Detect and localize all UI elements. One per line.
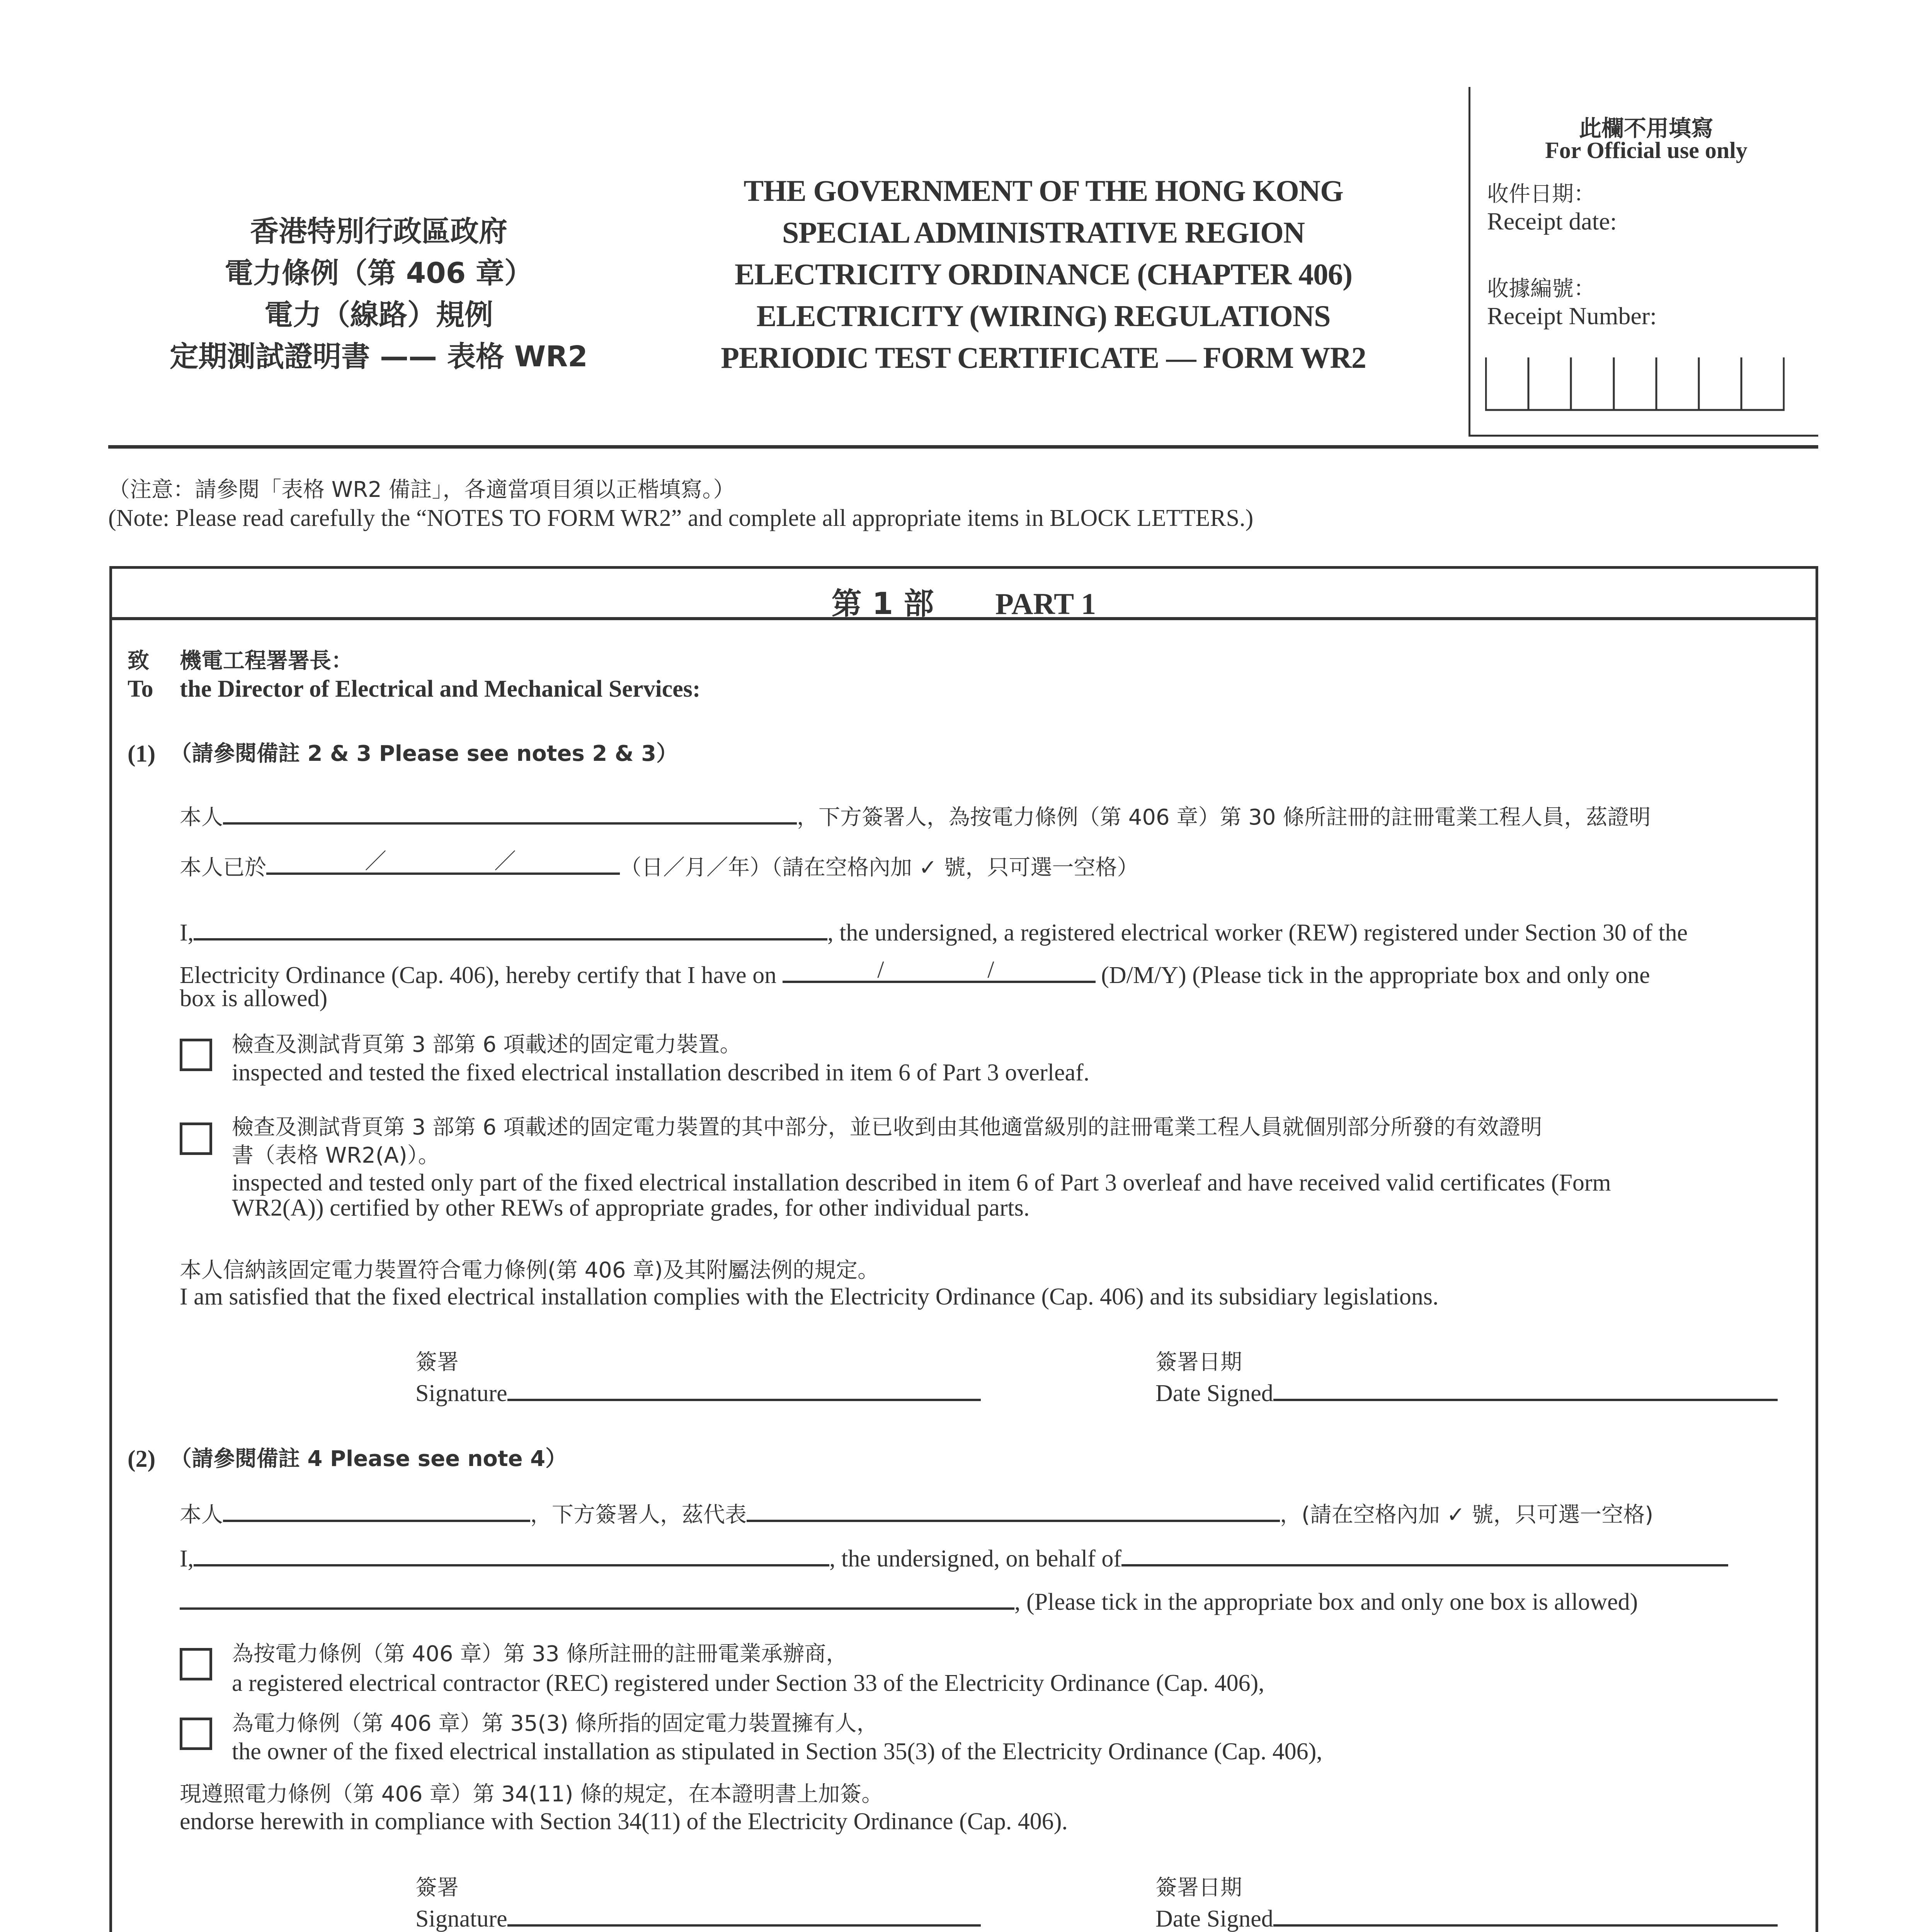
s1-en-line2-suffix: (D/M/Y) (Please tick in the appropriate box and only one [1101,962,1650,988]
s2-option1-checkbox[interactable] [180,1648,212,1680]
s1-zh-date-field[interactable] [266,850,620,875]
header-divider [108,445,1818,449]
s1-date-signed-field[interactable] [1273,1376,1778,1401]
header-zh-line-3: 電力（線路）規例 [264,298,493,332]
section1-ref: （請參閱備註 2 & 3 Please see notes 2 & 3） [170,741,678,766]
s2-zh-line1 [180,1497,1653,1529]
s1-zh-name-field[interactable] [223,800,797,825]
s1-option1-en: inspected and tested the fixed electrical installation described in item 6 of Part 3 overleaf. [232,1060,1090,1086]
s1-option1-zh: 檢查及測試背頁第 3 部第 6 項載述的固定電力裝置。 [232,1032,742,1057]
note-zh: （注意：請參閱「表格 WR2 備註」，各適當項目須以正楷填寫。） [108,477,735,502]
s1-signature-field[interactable] [507,1376,981,1401]
receipt-number-label-zh: 收據編號： [1487,276,1595,301]
s2-en-line1 [180,1542,1728,1573]
s1-option2-en1: inspected and tested only part of the fixed electrical installation described in item 6 of Part 3 overleaf and have received valid certificates (Form [232,1170,1611,1196]
s1-date-label-en: Date Signed [1155,1380,1273,1406]
s2-zh-line1-suffix: ，(請在空格內加 ✓ 號，只可選一空格) [1280,1502,1654,1527]
s2-signature-label-en: Signature [415,1906,507,1932]
s1-signature-label-en: Signature [415,1380,507,1406]
s1-option2-en2: WR2(A)) certified by other REWs of appropriate grades, for other individual parts. [232,1195,1030,1221]
to-prefix-zh: 致 [128,648,149,673]
part1-title [109,580,1818,623]
s1-option1-checkbox[interactable] [180,1039,212,1071]
s2-en-line1-mid: , the undersigned, on behalf of [829,1546,1121,1572]
header-en-line-5: PERIODIC TEST CERTIFICATE — FORM WR2 [721,341,1366,374]
s2-date-row [1155,1902,1778,1932]
s1-option2-zh2: 書（表格 WR2(A)）。 [232,1143,440,1168]
s2-option2-zh: 為電力條例（第 406 章）第 35(3) 條所指的固定電力裝置擁有人， [232,1711,878,1736]
s1-date-label-zh: 簽署日期 [1155,1350,1242,1375]
s2-date-label-zh: 簽署日期 [1155,1875,1242,1900]
s2-option2-en: the owner of the fixed electrical installation as stipulated in Section 35(3) of the Electricity Ordinance (Cap. 406), [232,1738,1322,1765]
s1-en-line3: box is allowed) [180,985,328,1012]
official-box-bottom-border [1468,435,1818,437]
s1-zh-line2 [180,850,1139,882]
receipt-number-label-en: Receipt Number: [1487,302,1657,330]
s1-date-row [1155,1376,1778,1407]
s1-zh-line1-text: ，下方簽署人，為按電力條例（第 406 章）第 30 條所註冊的註冊電業工程人員，茲證明 [797,805,1651,830]
receipt-number-input[interactable] [1485,357,1785,412]
s2-en-line2 [180,1585,1638,1616]
section1-number: (1) [128,741,156,767]
to-prefix-en: To [128,676,153,702]
s2-en-behalf-field-continued[interactable] [180,1585,1014,1610]
header-chinese [108,211,649,378]
s1-satisfied-zh: 本人信納該固定電力裝置符合電力條例(第 406 章)及其附屬法例的規定。 [180,1258,880,1283]
s1-en-line2 [180,958,1650,989]
s1-en-date-field[interactable] [783,958,1096,983]
receipt-date-label-en: Receipt date: [1487,207,1617,235]
date-separator: ／ [494,849,516,874]
s1-signature-row [415,1376,981,1407]
s1-en-prefix: I, [180,920,194,946]
date-separator: ／ [365,849,386,874]
receipt-number-boxes [1485,357,1785,412]
s1-zh-prefix: 本人 [180,805,223,830]
section2-number: (2) [128,1446,156,1472]
s2-signature-field[interactable] [507,1902,981,1927]
s2-date-signed-field[interactable] [1273,1902,1778,1927]
receipt-date-label-zh: 收件日期： [1487,182,1595,207]
header-zh-line-4: 定期測試證明書 —— 表格 WR2 [170,340,588,373]
s2-zh-name-field[interactable] [223,1497,530,1522]
s1-en-line1-text: , the undersigned, a registered electrical worker (REW) registered under Section 30 of the [827,920,1688,946]
s2-en-line2-text: , (Please tick in the appropriate box and only one box is allowed) [1014,1589,1638,1615]
s2-signature-row [415,1902,981,1932]
s1-zh-date-prefix: 本人已於 [180,855,266,880]
s2-en-prefix: I, [180,1546,194,1572]
header-en-line-4: ELECTRICITY (WIRING) REGULATIONS [756,299,1331,333]
s1-en-name-field[interactable] [194,916,827,940]
to-recipient-zh: 機電工程署署長： [180,648,353,673]
s1-option2-checkbox[interactable] [180,1122,212,1155]
s2-zh-behalf-field[interactable] [747,1497,1280,1522]
s1-zh-line2-text: （日／月／年）（請在空格內加 ✓ 號，只可選一空格） [620,855,1139,880]
header-zh-line-2: 電力條例（第 406 章） [225,257,533,290]
s2-option1-zh: 為按電力條例（第 406 章）第 33 條所註冊的註冊電業承辦商， [232,1641,848,1667]
s1-en-line1 [180,916,1688,947]
official-title-en: For Official use only [1545,138,1748,163]
s2-zh-line1-mid: ，下方簽署人，茲代表 [530,1502,747,1527]
s2-signature-label-zh: 簽署 [415,1875,459,1900]
date-separator: / [877,957,884,983]
s2-en-name-field[interactable] [194,1542,829,1566]
header-english [657,170,1430,379]
s2-zh-prefix: 本人 [180,1502,223,1527]
s1-satisfied-en: I am satisfied that the fixed electrical installation complies with the Electricity Ordinance (Cap. 406) and its subsidiary legislations. [180,1284,1439,1310]
header-en-line-3: ELECTRICITY ORDINANCE (CHAPTER 406) [734,257,1353,291]
part1-title-en: PART 1 [995,587,1096,621]
section2-ref: （請參閱備註 4 Please see note 4） [170,1446,567,1471]
to-recipient-en: the Director of Electrical and Mechanical Services: [180,676,701,702]
s2-option1-en: a registered electrical contractor (REC) registered under Section 33 of the Electricity Ordinance (Cap. 406), [232,1670,1264,1696]
date-separator: / [987,957,994,983]
s2-endorse-zh: 現遵照電力條例（第 406 章）第 34(11) 條的規定，在本證明書上加簽。 [180,1782,883,1807]
note-en: (Note: Please read carefully the “NOTES TO FORM WR2” and complete all appropriate items in BLOCK LETTERS.) [108,505,1254,531]
header-zh-line-1: 香港特別行政區政府 [250,215,507,248]
header-en-line-1: THE GOVERNMENT OF THE HONG KONG [744,174,1343,207]
official-title-zh: 此欄不用填寫 [1579,115,1714,141]
s2-en-behalf-field[interactable] [1121,1542,1728,1566]
s1-en-line2-text: Electricity Ordinance (Cap. 406), hereby certify that I have on [180,962,777,988]
header-en-line-2: SPECIAL ADMINISTRATIVE REGION [782,216,1305,249]
part1-title-zh: 第 1 部 [831,587,934,621]
s1-zh-line1 [180,800,1651,832]
s2-date-label-en: Date Signed [1155,1906,1273,1932]
s1-signature-label-zh: 簽署 [415,1350,459,1375]
s2-option2-checkbox[interactable] [180,1718,212,1750]
s2-endorse-en: endorse herewith in compliance with Section 34(11) of the Electricity Ordinance (Cap. 406). [180,1808,1068,1835]
s1-option2-zh1: 檢查及測試背頁第 3 部第 6 項載述的固定電力裝置的其中部分，並已收到由其他適當級別的註冊電業工程人員就個別部分所發的有效證明 [232,1115,1542,1140]
